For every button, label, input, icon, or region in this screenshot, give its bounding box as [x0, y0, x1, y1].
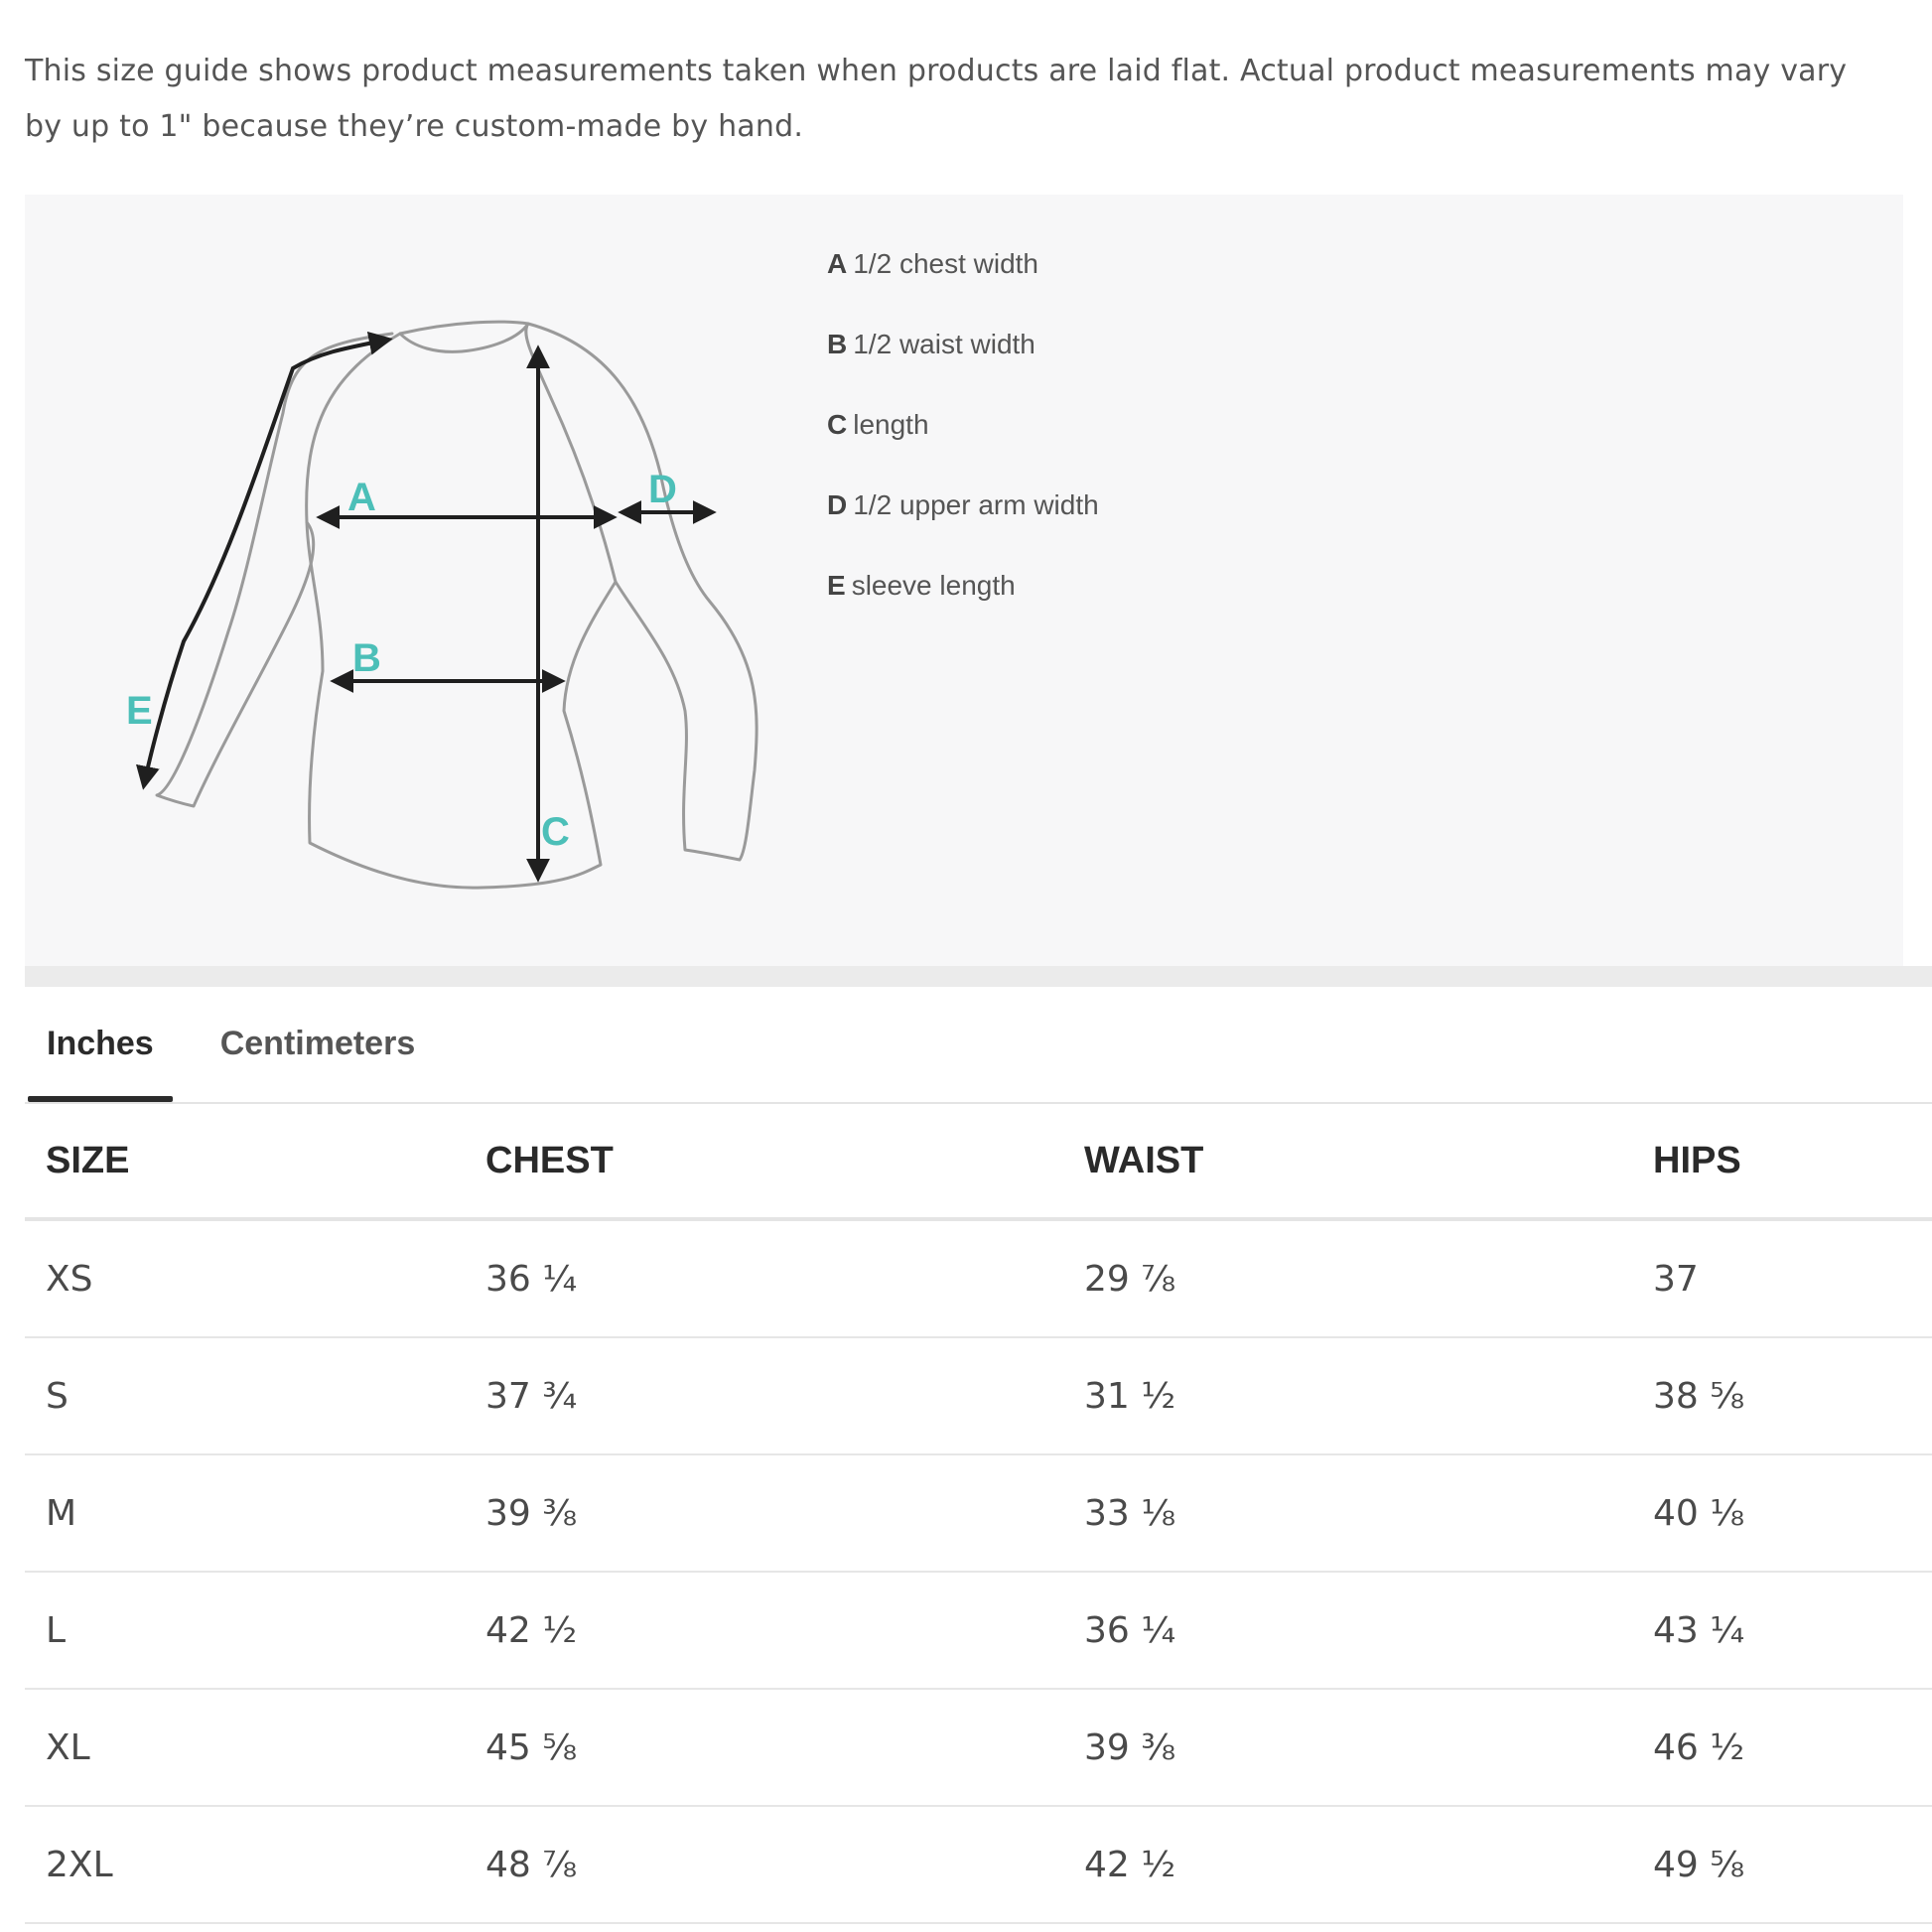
legend-key: C — [827, 409, 848, 440]
legend-label: 1/2 chest width — [853, 248, 1039, 279]
table-row — [25, 1219, 1932, 1337]
marker-d-label: D — [648, 468, 677, 511]
marker-e-label: E — [126, 689, 153, 733]
cell-size: 2XL — [25, 1806, 465, 1923]
cell-chest: 37 ¾ — [465, 1337, 1063, 1454]
legend-item-d — [827, 485, 1099, 566]
header-size: SIZE — [25, 1104, 465, 1219]
legend-item-b — [827, 325, 1099, 405]
table-row — [25, 1454, 1932, 1572]
header-hips: HIPS — [1632, 1104, 1932, 1219]
cell-chest: 48 ⅞ — [465, 1806, 1063, 1923]
panel-divider — [25, 966, 1932, 987]
legend-item-c — [827, 405, 1099, 485]
cell-chest: 36 ¼ — [465, 1219, 1063, 1337]
long-sleeve-shirt-outline — [157, 322, 757, 888]
cell-chest: 42 ½ — [465, 1572, 1063, 1689]
unit-tabs — [28, 1013, 434, 1102]
table-row — [25, 1572, 1932, 1689]
cell-size: XL — [25, 1689, 465, 1806]
cell-size: L — [25, 1572, 465, 1689]
legend-key: E — [827, 570, 846, 601]
header-waist: WAIST — [1063, 1104, 1632, 1219]
legend-key: B — [827, 329, 848, 359]
cell-waist: 31 ½ — [1063, 1337, 1632, 1454]
table-row — [25, 1689, 1932, 1806]
legend-item-a — [827, 244, 1099, 325]
table-row — [25, 1337, 1932, 1454]
legend-key: A — [827, 248, 848, 279]
marker-a-label: A — [347, 476, 376, 519]
cell-chest: 39 ⅜ — [465, 1454, 1063, 1572]
legend-label: 1/2 upper arm width — [853, 489, 1099, 520]
cell-hips: 38 ⅝ — [1632, 1337, 1932, 1454]
cell-size: S — [25, 1337, 465, 1454]
cell-waist: 36 ¼ — [1063, 1572, 1632, 1689]
cell-waist: 42 ½ — [1063, 1806, 1632, 1923]
legend-label: 1/2 waist width — [853, 329, 1035, 359]
measurement-markers — [126, 468, 677, 854]
header-chest: CHEST — [465, 1104, 1063, 1219]
cell-hips: 40 ⅛ — [1632, 1454, 1932, 1572]
cell-size: XS — [25, 1219, 465, 1337]
tab-centimeters[interactable]: Centimeters — [219, 1025, 416, 1062]
cell-hips: 49 ⅝ — [1632, 1806, 1932, 1923]
size-guide-intro: This size guide shows product measurements taken when products are laid flat. Actual product measurements may vary by up to 1" because they’re custom-made by hand. — [25, 54, 1848, 144]
cell-waist: 33 ⅛ — [1063, 1454, 1632, 1572]
marker-c-label: C — [541, 810, 570, 854]
cell-waist: 29 ⅞ — [1063, 1219, 1632, 1337]
legend-label: sleeve length — [851, 570, 1016, 601]
measurement-legend — [827, 244, 1099, 646]
tab-inches[interactable]: Inches — [28, 1013, 173, 1102]
cell-hips: 37 — [1632, 1219, 1932, 1337]
legend-item-e — [827, 566, 1099, 646]
measurement-arrows — [144, 340, 712, 878]
cell-hips: 43 ¼ — [1632, 1572, 1932, 1689]
shirt-measurement-diagram — [25, 195, 918, 966]
cell-chest: 45 ⅝ — [465, 1689, 1063, 1806]
size-chart-table — [25, 1104, 1932, 1924]
measurement-figure-panel — [25, 195, 1903, 966]
cell-size: M — [25, 1454, 465, 1572]
table-row — [25, 1806, 1932, 1923]
cell-hips: 46 ½ — [1632, 1689, 1932, 1806]
legend-key: D — [827, 489, 848, 520]
table-header-row — [25, 1104, 1932, 1219]
cell-waist: 39 ⅜ — [1063, 1689, 1632, 1806]
legend-label: length — [853, 409, 929, 440]
marker-b-label: B — [352, 636, 381, 680]
